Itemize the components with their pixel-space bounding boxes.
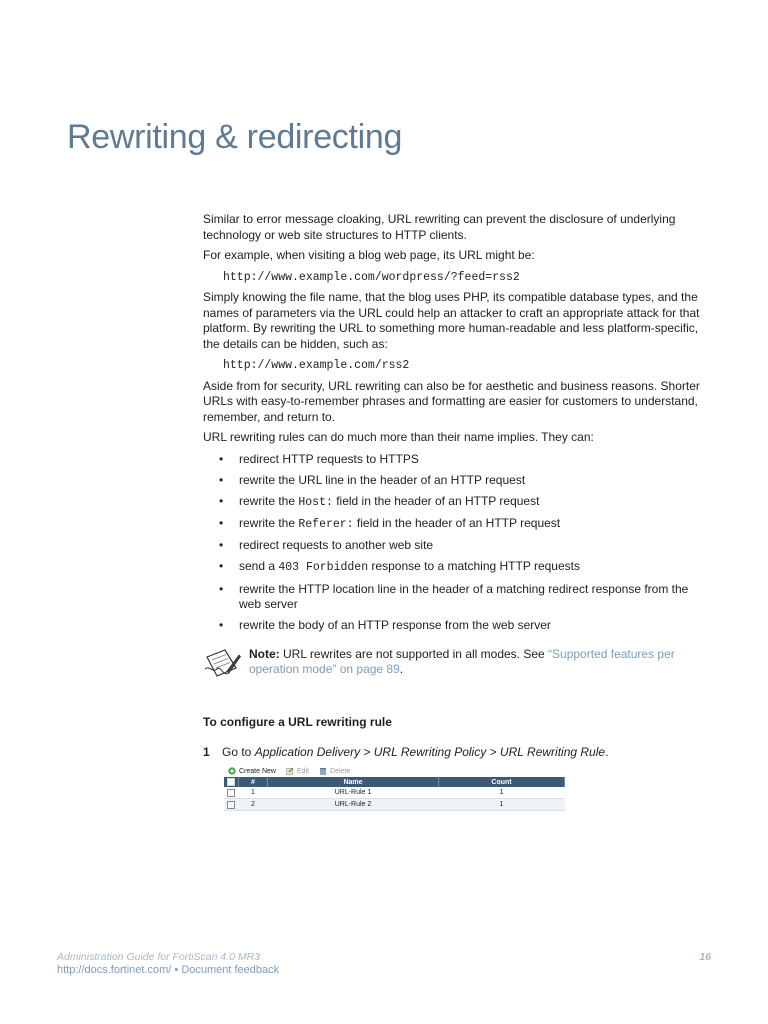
paragraph-example: For example, when visiting a blog web page, its URL might be: [203, 248, 535, 262]
list-item [203, 559, 703, 576]
paragraph-capabilities: URL rewriting rules can do much more than their name implies. They can: [203, 430, 594, 444]
note-box [203, 647, 703, 687]
feedback-link[interactable]: Document feedback [181, 964, 280, 976]
bullet-glyph: • [219, 516, 224, 531]
note-end: . [399, 662, 404, 677]
select-all-checkbox[interactable] [227, 778, 235, 786]
paragraph-aesthetic: Aside from for security, URL rewriting can also be for aesthetic and business reasons. Shorter URLs with easy-to-remember phrases and formatting are easier for customers to understand, remember, and return to. [203, 378, 700, 424]
paragraph-risk: Simply knowing the file name, that the blog uses PHP, its compatible database types, and the names of parameters via the URL could help an attacker to craft an appropriate attack for that platform. By rewriting the URL to something more human-readable and less platform-specific, the details can be hidden, such as: [203, 290, 700, 351]
menu-path: Application Delivery > URL Rewriting Policy > URL Rewriting Rule [254, 745, 606, 760]
code-example-url: http://www.example.com/wordpress/?feed=rss2 [223, 270, 520, 284]
step-1 [203, 745, 703, 761]
list-item-text: rewrite the URL line in the header of an HTTP request [239, 472, 526, 487]
footer-separator: • [171, 964, 182, 976]
create-new-button[interactable] [228, 767, 276, 775]
list-item-text: field in the header of an HTTP request [353, 516, 561, 531]
docs-link[interactable]: http://docs.fortinet.com/ [57, 964, 172, 976]
procedure-title: To configure a URL rewriting rule [203, 714, 392, 729]
list-item [203, 538, 703, 554]
list-item [203, 618, 703, 634]
footer-links [57, 964, 711, 976]
code-rewritten-url: http://www.example.com/rss2 [223, 359, 410, 372]
capability-list [203, 452, 703, 634]
delete-label: Delete [330, 767, 351, 775]
step-number: 1 [203, 745, 210, 760]
step-text-end: . [605, 745, 609, 760]
cell-count: 1 [439, 787, 565, 799]
list-item [203, 582, 703, 613]
select-all-header[interactable] [224, 777, 239, 787]
list-item [203, 473, 703, 489]
list-item [203, 494, 703, 511]
paragraph-intro: Similar to error message cloaking, URL rewriting can prevent the disclosure of underlying technology or web site structures to HTTP clients. [203, 212, 676, 242]
edit-label: Edit [296, 767, 310, 775]
trash-icon [319, 767, 327, 775]
list-item-text: send a [239, 559, 279, 574]
inline-code: 403 Forbidden [278, 561, 369, 575]
page-footer [57, 951, 711, 976]
inline-code: Host: [298, 495, 333, 509]
create-new-label: Create New [239, 767, 276, 775]
list-item-text: redirect requests to another web site [239, 538, 434, 553]
table-row[interactable] [224, 787, 565, 799]
column-header-number[interactable]: # [239, 777, 268, 787]
inline-code: Referer: [298, 518, 354, 532]
guide-title: Administration Guide for FortiScan 4.0 MR3 [57, 951, 261, 963]
table-header-row [224, 777, 565, 787]
bullet-glyph: • [219, 559, 224, 574]
column-header-name[interactable]: Name [268, 777, 439, 787]
edit-button[interactable] [286, 767, 309, 775]
edit-icon [286, 767, 294, 775]
list-item-text: response to a matching HTTP requests [368, 559, 580, 574]
bullet-glyph: • [219, 538, 224, 553]
step-text: Go to [222, 745, 255, 760]
list-item-text: rewrite the body of an HTTP response from the web server [239, 618, 551, 633]
bullet-glyph: • [219, 451, 224, 466]
list-item-text: rewrite the [239, 516, 299, 531]
main-content [203, 212, 703, 761]
note-label: Note: [249, 646, 280, 661]
rules-list-screenshot [224, 765, 565, 811]
cell-number: 2 [239, 799, 268, 811]
cell-number: 1 [239, 787, 268, 799]
page-number: 16 [699, 951, 711, 963]
bullet-glyph: • [219, 581, 224, 596]
list-item-text: field in the header of an HTTP request [332, 493, 540, 508]
column-header-count[interactable]: Count [439, 777, 565, 787]
row-select-cell[interactable] [224, 799, 239, 811]
cell-count: 1 [439, 799, 565, 811]
rules-table [224, 777, 565, 811]
list-item-text: rewrite the HTTP location line in the header of a matching redirect response from the web server [239, 581, 689, 612]
bullet-glyph: • [219, 472, 224, 487]
delete-button[interactable] [319, 767, 350, 775]
bullet-glyph: • [219, 493, 224, 508]
row-select-cell[interactable] [224, 787, 239, 799]
row-checkbox[interactable] [227, 789, 235, 797]
note-paper-icon [203, 647, 241, 686]
list-item [203, 452, 703, 468]
note-text: URL rewrites are not supported in all modes. See [279, 646, 549, 661]
add-icon [228, 767, 236, 775]
list-item-text: rewrite the [239, 493, 299, 508]
note-link[interactable]: “Supported features per operation mode” on page 89 [249, 646, 675, 677]
row-checkbox[interactable] [227, 801, 235, 809]
cell-name: URL-Rule 1 [268, 787, 439, 799]
bullet-glyph: • [219, 618, 224, 633]
list-item [203, 516, 703, 533]
list-item-text: redirect HTTP requests to HTTPS [239, 451, 419, 466]
page-title: Rewriting & redirecting [67, 118, 403, 156]
table-row[interactable] [224, 799, 565, 811]
cell-name: URL-Rule 2 [268, 799, 439, 811]
toolbar [224, 765, 565, 777]
